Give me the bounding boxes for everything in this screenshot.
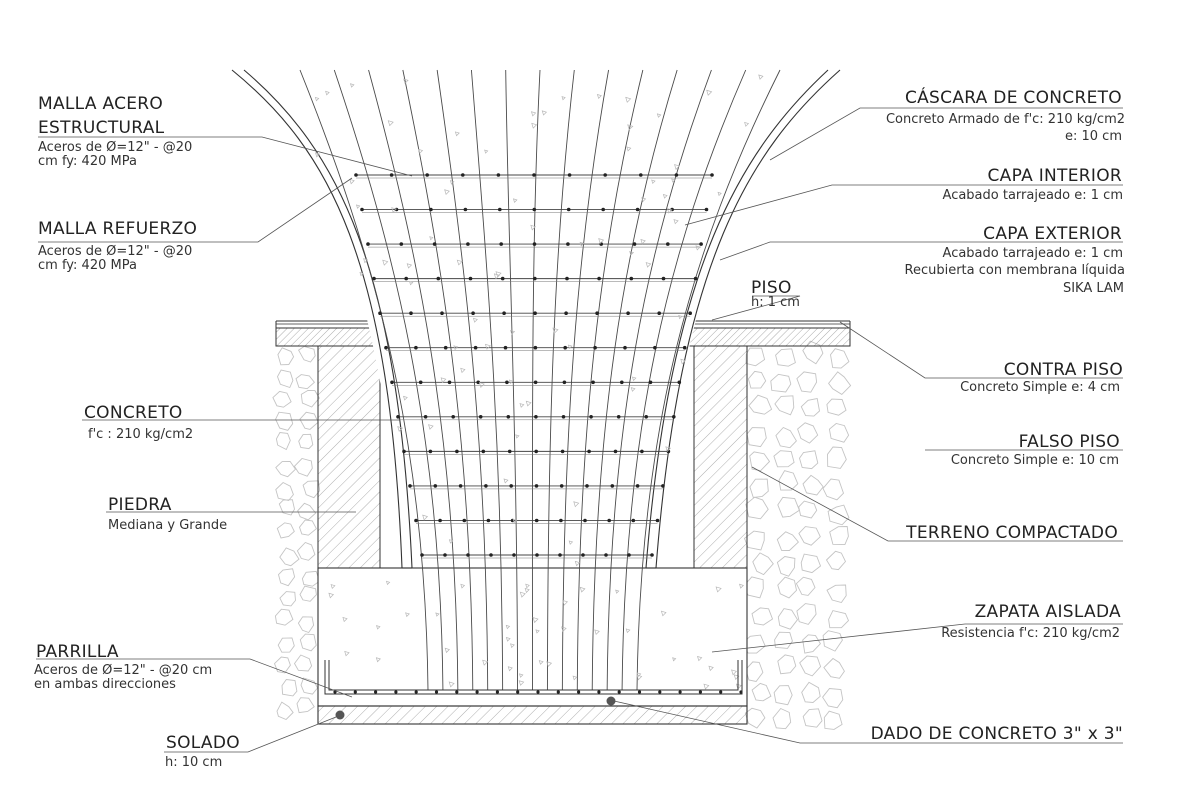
mesh-bar-node [474,346,478,350]
parrilla-node [597,690,600,693]
stone-shape [803,475,823,495]
mesh-bar-node [444,346,448,350]
mesh-bar-node [564,311,568,315]
mesh-bar-node [463,519,467,523]
mesh-bar-node [414,519,418,523]
label-terreno-title: TERRENO COMPACTADO [906,523,1118,543]
stone-shape [777,532,798,551]
label-parrilla-desc-2: en ambas direcciones [34,677,176,692]
mesh-bar-node [623,346,627,350]
stone-shape [276,483,294,501]
stone-shape [746,662,763,682]
mesh-bar-node [534,346,538,350]
mesh-bar-node [400,242,404,246]
mesh-bar-node [533,311,537,315]
stone-shape [752,608,773,625]
stone-shape [749,395,772,414]
parrilla-node [516,690,519,693]
label-malla-refuerzo-desc-1: Aceros de Ø=12" - @20 [38,244,193,259]
label-concreto-desc: f'c : 210 kg/cm2 [88,427,194,442]
dado-left [336,711,345,720]
stone-shape [828,447,847,468]
stone-shape [776,349,796,366]
mesh-bar-node [438,519,442,523]
stone-shape [796,577,815,595]
mesh-bar-node [507,415,511,419]
mesh-bar-node [589,415,593,419]
mesh-bar-node [487,519,491,523]
mesh-bar-node [390,381,394,385]
mesh-bar-node [429,208,433,212]
stone-shape [797,372,817,392]
stone-shape [778,655,796,674]
stone-shape [279,500,294,515]
label-piedra-desc: Mediana y Grande [108,518,228,533]
stone-shape [800,451,818,469]
mesh-bar-node [688,311,692,315]
stone-shape [300,412,318,429]
stone-shape [301,390,319,407]
stone-shape [297,543,315,561]
mesh-bar-node [408,484,412,488]
mesh-bar-node [558,553,562,557]
stone-shape [300,634,316,651]
parrilla-node [699,690,702,693]
mesh-bar-node [535,519,539,523]
label-falso-piso-desc: Concreto Simple e: 10 cm [950,453,1119,468]
stone-shape [773,709,791,729]
mesh-bar-node [433,242,437,246]
stone-shape [774,686,792,705]
parrilla-node [394,690,397,693]
mesh-bar-node [560,484,564,488]
label-concreto-title: CONCRETO [84,403,183,423]
mesh-bar-node [378,311,382,315]
mesh-bar-node [656,519,660,523]
stone-shape [823,689,843,708]
mesh-bar-node [461,173,465,177]
stone-shape [827,551,846,569]
mesh-bar-node [533,242,537,246]
label-malla-acero-desc-2: cm fy: 420 MPa [38,154,137,169]
stone-shape [777,557,795,577]
stone-shape [745,708,765,728]
stone-shape [278,638,294,652]
mesh-bar-node [390,173,394,177]
mesh-bar-node [499,242,503,246]
mesh-bar-node [497,173,501,177]
mesh-bar-node [593,346,597,350]
stone-shape [300,586,316,601]
mesh-bar-node [581,553,585,557]
label-parrilla-desc-1: Aceros de Ø=12" - @20 cm [34,663,213,678]
stone-shape [827,399,846,415]
mesh-bar-node [484,484,488,488]
stone-shape [800,656,821,676]
mesh-bar-node [504,346,508,350]
parrilla-node [374,690,377,693]
mesh-bar-node [534,381,538,385]
label-capa-exterior-title: CAPA EXTERIOR [983,224,1122,244]
mesh-bar-node [587,450,591,454]
stone-shape [798,423,818,443]
stone-shape [829,611,849,628]
mesh-bar-node [505,381,509,385]
mesh-bar-node [498,208,502,212]
mesh-bar-node [636,208,640,212]
stone-shape [295,655,312,671]
label-zapata-title: ZAPATA AISLADA [974,602,1121,622]
stone-shape [748,371,765,388]
mesh-bar-node [534,415,538,419]
mesh-bar-node [653,346,657,350]
stone-shape [747,428,766,447]
label-contra-piso-title: CONTRA PISO [1003,360,1123,380]
parrilla-node [679,690,682,693]
stone-shape [296,375,314,389]
stone-shape [778,609,797,630]
mesh-bar-node [440,311,444,315]
mesh-bar-node [662,277,666,281]
parrilla-node [415,690,418,693]
stone-shape [803,635,821,653]
mesh-bar-node [644,415,648,419]
stone-shape [297,698,314,713]
mesh-bar-node [563,346,567,350]
stone-shape [801,399,819,417]
stone-shape [276,461,296,476]
mesh-bar-node [694,277,698,281]
mesh-bar-node [420,553,424,557]
mesh-bar-node [535,553,539,557]
mesh-bar-node [448,381,452,385]
label-solado-title: SOLADO [166,733,240,753]
stone-shape [799,501,817,518]
parrilla-node [455,690,458,693]
mesh-bar-node [479,415,483,419]
mesh-bar-node [710,173,714,177]
stone-shape [827,585,846,603]
mesh-bar-node [414,346,418,350]
stone-shape [746,497,768,519]
mesh-bar-node [617,415,621,419]
mesh-bar-node [565,277,569,281]
mesh-bar-node [466,553,470,557]
stone-shape [278,370,293,388]
label-contra-piso-desc: Concreto Simple e: 4 cm [960,380,1120,395]
mesh-bar-node [459,484,463,488]
mesh-bar-node [533,277,537,281]
label-cascara-desc-2: e: 10 cm [1065,129,1122,144]
label-piedra-title: PIEDRA [108,495,172,515]
stone-shape [294,459,312,477]
mesh-bar-node [595,311,599,315]
parrilla-node [577,690,580,693]
mesh-bar-node [563,381,567,385]
label-malla-acero-title-2: ESTRUCTURAL [38,118,165,138]
label-piso-desc: h: 1 cm [751,295,800,310]
stone-shape [750,479,768,497]
mesh-bar-node [482,450,486,454]
parrilla-node [496,690,499,693]
mesh-bar-node [672,415,676,419]
mesh-bar-node [630,277,634,281]
mesh-bar-node [559,519,563,523]
label-malla-acero-desc-1: Aceros de Ø=12" - @20 [38,140,193,155]
stone-shape [273,391,291,407]
mesh-bar-node [409,311,413,315]
mesh-bar-node [425,173,429,177]
stone-shape [276,433,290,450]
mesh-bar-node [466,242,470,246]
mesh-bar-node [404,277,408,281]
mesh-bar-node [562,415,566,419]
mesh-bar-node [429,450,433,454]
stone-shape [276,412,293,430]
label-cascara-desc-1: Concreto Armado de f'c: 210 kg/cm2 [885,112,1125,127]
mesh-bar-node [395,208,399,212]
mesh-bar-node [512,553,516,557]
stone-shape [753,553,774,575]
mesh-bar-node [604,553,608,557]
mesh-bar-node [437,277,441,281]
mesh-bar-node [683,346,687,350]
mesh-bar-node [567,208,571,212]
stone-shape [277,523,294,538]
mesh-bar-node [627,553,631,557]
mesh-bar-node [597,277,601,281]
parrilla-node [476,690,479,693]
stone-shape [279,569,295,586]
mesh-bar-node [561,450,565,454]
mesh-bar-node [402,450,406,454]
mesh-bar-node [509,484,513,488]
label-capa-interior-desc: Acabado tarrajeado e: 1 cm [942,188,1123,203]
stone-shape [303,481,320,498]
stone-shape [829,424,848,443]
label-piso-title: PISO [751,278,792,298]
label-zapata-desc: Resistencia f'c: 210 kg/cm2 [941,626,1120,641]
mesh-bar-node [372,277,376,281]
label-falso-piso-title: FALSO PISO [1018,432,1120,452]
stone-shape [778,497,800,517]
stone-shape [299,434,313,448]
stone-shape [280,548,299,566]
parrilla-node [354,690,357,693]
stone-shape [298,503,316,520]
stone-shape [824,659,845,679]
stone-shape [831,349,849,368]
label-parrilla-title: PARRILLA [36,642,119,662]
stone-shape [774,451,794,467]
mesh-bar-node [568,173,572,177]
mesh-bar-node [566,242,570,246]
label-capa-interior-title: CAPA INTERIOR [987,166,1122,186]
stone-shape [775,396,794,415]
label-malla-refuerzo-title: MALLA REFUERZO [38,219,198,239]
mesh-bar-node [649,381,653,385]
mesh-bar-node [501,277,505,281]
label-malla-refuerzo-desc-2: cm fy: 420 MPa [38,258,137,273]
stone-shape [830,527,849,545]
mesh-bar-node [657,311,661,315]
mesh-bar-node [424,415,428,419]
stone-shape [752,683,771,700]
mesh-bar-node [532,173,536,177]
stone-shape [298,617,313,633]
mesh-bar-node [502,311,506,315]
stone-shape [302,571,319,586]
label-cascara-title: CÁSCARA DE CONCRETO [904,88,1122,108]
parrilla-node [618,690,621,693]
stone-shape [280,592,296,606]
stone-shape [746,348,765,366]
mesh-bar-node [583,519,587,523]
mesh-bar-node [471,311,475,315]
mesh-bar-node [419,381,423,385]
stone-shape [771,374,791,392]
mesh-bar-node [451,415,455,419]
stone-shape [282,680,297,696]
mesh-bar-node [464,208,468,212]
mesh-bar-node [585,484,589,488]
mesh-bar-node [591,381,595,385]
parrilla-node [638,690,641,693]
mesh-bar-node [469,277,473,281]
stone-shape [278,348,294,365]
stone-shape [801,554,820,573]
stone-shape [797,604,816,625]
mesh-bar-node [533,208,537,212]
mesh-bar-node [675,173,679,177]
label-dado-title: DADO DE CONCRETO 3" x 3" [870,724,1123,744]
mesh-bar-node [705,208,709,212]
stone-shape [803,709,822,727]
stone-shape [275,609,293,625]
mesh-bar-node [678,381,682,385]
mesh-bar-node [489,553,493,557]
parrilla-node [557,690,560,693]
stone-shape [778,577,797,598]
mesh-bar-node [626,311,630,315]
stone-shape [301,678,318,694]
stone-shape [802,682,821,702]
mesh-bar-node [639,173,643,177]
stone-shape [776,428,797,448]
mesh-bar-node [455,450,459,454]
stone-shape [799,527,820,546]
stone-shape [829,372,851,395]
mesh-bar-node [535,484,539,488]
stone-shape [823,479,844,500]
mesh-bar-node [603,173,607,177]
stone-shape [275,657,291,673]
stone-shape [299,346,316,362]
label-malla-acero-title-1: MALLA ACERO [38,94,164,114]
mesh-bar-node [666,242,670,246]
mesh-bar-node [360,208,364,212]
mesh-bar-node [607,519,611,523]
mesh-bar-node [633,242,637,246]
mesh-bar-node [650,553,654,557]
parrilla-node [435,690,438,693]
label-capa-exterior-desc-2: Recubierta con membrana líquida [904,263,1125,278]
mesh-bar-node [632,519,636,523]
mesh-bar-node [396,415,400,419]
mesh-bar-node [620,381,624,385]
label-capa-exterior-desc-1: Acabado tarrajeado e: 1 cm [942,246,1123,261]
parrilla-node [719,690,722,693]
mesh-bar-node [534,450,538,454]
mesh-bar-node [354,173,358,177]
stone-shape [277,702,293,719]
stone-shape [828,505,849,525]
parrilla-node [658,690,661,693]
mesh-bar-node [614,450,618,454]
mesh-bar-node [601,208,605,212]
stone-shape [300,520,317,535]
mesh-bar-node [661,484,665,488]
mesh-bar-node [384,346,388,350]
mesh-bar-node [434,484,438,488]
label-solado-desc: h: 10 cm [165,755,223,770]
mesh-bar-node [611,484,615,488]
stone-shape [824,711,842,729]
label-capa-exterior-desc-3: SIKA LAM [1062,281,1124,296]
mesh-bar-node [508,450,512,454]
mesh-bar-node [636,484,640,488]
mesh-bar-node [699,242,703,246]
mesh-bar-node [366,242,370,246]
mesh-bar-node [640,450,644,454]
stone-shape [775,632,793,648]
stone-shape [823,631,842,651]
stone-shape [750,452,770,471]
parrilla-node [536,690,539,693]
mesh-bar-node [443,553,447,557]
